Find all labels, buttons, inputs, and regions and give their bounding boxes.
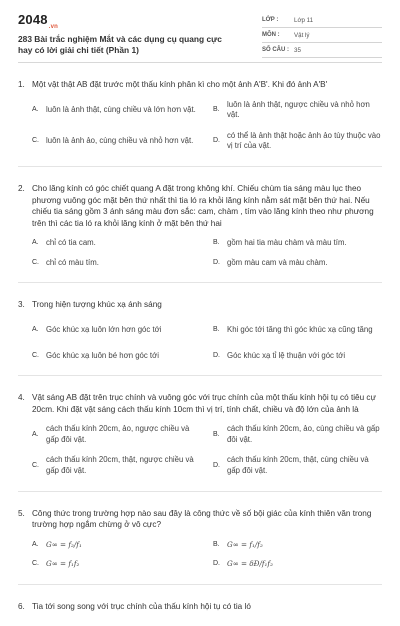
answer-options	[18, 99, 382, 152]
option-letter: B.	[213, 106, 220, 114]
question-text: Vật sáng AB đặt trên trục chính và vuông góc với trục chính của một thấu kính hội tụ có tiêu cự 20cm. Khi đặt vật sáng cách thấu kính 10cm thì vị trí, tính chất, chiều và độ lớn của ảnh là	[32, 393, 377, 414]
option-letter: B.	[213, 540, 220, 548]
question-text: Tia tới song song với trục chính của thấu kính hội tụ có tia ló	[32, 602, 251, 612]
option-a[interactable]	[32, 424, 201, 446]
option-d[interactable]	[213, 258, 382, 269]
answer-options	[18, 320, 382, 362]
answer-options	[18, 238, 382, 268]
option-text: Khi góc tới tăng thì góc khúc xạ cũng tăng	[227, 325, 373, 335]
question-text: Một vật thật AB đặt trước một thấu kính phân kì cho một ảnh A'B'. Khi đó ảnh A'B'	[32, 80, 328, 89]
option-letter: B.	[213, 326, 220, 334]
option-c[interactable]	[32, 559, 201, 570]
option-text: Góc khúc xạ tỉ lệ thuận với góc tới	[227, 350, 346, 360]
option-letter: A.	[32, 540, 39, 548]
option-text: gồm hai tia màu chàm và màu tím.	[227, 238, 347, 248]
option-letter: D.	[213, 461, 220, 469]
meta-value: 35	[294, 46, 301, 54]
option-formula: G∞ = f₁f₂	[46, 559, 80, 569]
question-1	[18, 63, 382, 167]
option-c[interactable]	[32, 258, 201, 269]
option-d[interactable]	[213, 455, 382, 477]
option-text: chỉ có màu tím.	[46, 257, 99, 267]
meta-value: Vật lý	[294, 31, 310, 39]
option-text: chỉ có tia cam.	[46, 238, 96, 248]
option-a[interactable]	[32, 99, 201, 121]
option-d[interactable]	[213, 130, 382, 152]
option-formula: G∞ = f₂/f₁	[46, 539, 82, 549]
meta-label: LỚP :	[262, 17, 279, 23]
option-letter: B.	[213, 239, 220, 247]
option-b[interactable]	[213, 424, 382, 446]
option-letter: D.	[213, 351, 220, 359]
option-letter: A.	[32, 326, 39, 334]
option-text: có thể là ảnh thật hoặc ảnh ảo tùy thuộc vào vị trí của vật.	[227, 130, 381, 151]
option-text: cách thấu kính 20cm, thật, ngược chiều và gấp đôi vật.	[46, 455, 194, 476]
option-letter: C.	[32, 560, 39, 568]
meta-value: Lớp 11	[294, 16, 314, 24]
option-text: luôn là ảnh thật, ngược chiều và nhỏ hơn vật.	[227, 99, 370, 120]
option-formula: G∞ = δĐ/f₁f₂	[227, 559, 273, 569]
meta-row-class	[262, 13, 382, 28]
answer-options	[18, 540, 382, 570]
question-6	[18, 585, 382, 626]
option-letter: D.	[213, 560, 220, 568]
question-text: Cho lăng kính có góc chiết quang A đặt trong không khí. Chiếu chùm tia sáng màu lục theo phương vuông góc mặt bên thứ nhất thì tia ló ra khỏi lăng kính nằm sát mặt bên thứ hai. Nếu chiếu tia sáng gồm 3 ánh sáng màu đơn sắc: cam, chàm , tím vào lăng kính theo như phương trên thì các tia ló ra khỏi lăng kính ở mặt bên thứ hai	[32, 184, 374, 228]
question-number: 5.	[18, 509, 25, 519]
question-number: 2.	[18, 184, 25, 194]
option-letter: C.	[32, 351, 39, 359]
meta-row-count	[262, 43, 382, 58]
option-b[interactable]	[213, 320, 382, 342]
option-c[interactable]	[32, 130, 201, 152]
option-a[interactable]	[32, 320, 201, 342]
site-logo[interactable]	[18, 12, 233, 30]
option-letter: C.	[32, 137, 39, 145]
option-letter: D.	[213, 137, 220, 145]
option-b[interactable]	[213, 99, 382, 121]
question-number: 6.	[18, 602, 25, 612]
meta-label: SỐ CÂU :	[262, 47, 289, 53]
option-c[interactable]	[32, 351, 201, 362]
question-text: Công thức trong trường hợp nào sau đây là công thức về số bội giác của kính thiên văn trong trường hợp ngắm chừng ở vô cực?	[32, 509, 372, 530]
option-letter: C.	[32, 258, 39, 266]
option-text: Góc khúc xạ luôn lớn hơn góc tới	[46, 325, 162, 335]
option-text: gồm màu cam và màu chàm.	[227, 257, 328, 267]
document-header	[18, 0, 382, 62]
answer-options	[18, 424, 382, 477]
question-number: 4.	[18, 393, 25, 403]
option-letter: D.	[213, 258, 220, 266]
option-letter: A.	[32, 239, 39, 247]
meta-table	[262, 13, 382, 62]
meta-label: MÔN :	[262, 32, 280, 38]
question-4	[18, 376, 382, 492]
option-a[interactable]	[32, 238, 201, 249]
option-text: cách thấu kính 20cm, ảo, cùng chiều và gấp đôi vật.	[227, 424, 380, 445]
question-2	[18, 167, 382, 283]
question-number: 1.	[18, 80, 25, 89]
question-text: Trong hiện tượng khúc xạ ánh sáng	[32, 300, 162, 310]
question-5	[18, 492, 382, 585]
question-3	[18, 283, 382, 376]
option-letter: A.	[32, 106, 39, 114]
option-text: cách thấu kính 20cm, thật, cùng chiều và gấp đôi vật.	[227, 455, 369, 476]
title-block	[18, 12, 233, 62]
option-formula: G∞ = f₁/f₂	[227, 539, 263, 549]
option-letter: C.	[32, 461, 39, 469]
option-b[interactable]	[213, 540, 382, 551]
option-a[interactable]	[32, 540, 201, 551]
option-letter: B.	[213, 430, 220, 438]
option-text: Góc khúc xạ luôn bé hơn góc tới	[46, 350, 159, 360]
question-number: 3.	[18, 300, 25, 310]
option-letter: A.	[32, 430, 39, 438]
logo-text: 2048	[18, 12, 48, 27]
option-text: cách thấu kính 20cm, ảo, ngược chiều và gấp đôi vật.	[46, 424, 190, 445]
option-d[interactable]	[213, 559, 382, 570]
document-title: 283 Bài trắc nghiệm Mắt và các dụng cụ quang cực hay có lời giải chi tiết (Phần 1)	[18, 33, 222, 55]
meta-row-subject	[262, 28, 382, 43]
option-d[interactable]	[213, 351, 382, 362]
option-b[interactable]	[213, 238, 382, 249]
option-text: luôn là ảnh ảo, cùng chiều và nhỏ hơn vật.	[46, 136, 194, 146]
option-text: luôn là ảnh thật, cùng chiều và lớn hơn vật.	[46, 105, 196, 115]
option-c[interactable]	[32, 455, 201, 477]
logo-suffix: .vn	[48, 23, 59, 30]
